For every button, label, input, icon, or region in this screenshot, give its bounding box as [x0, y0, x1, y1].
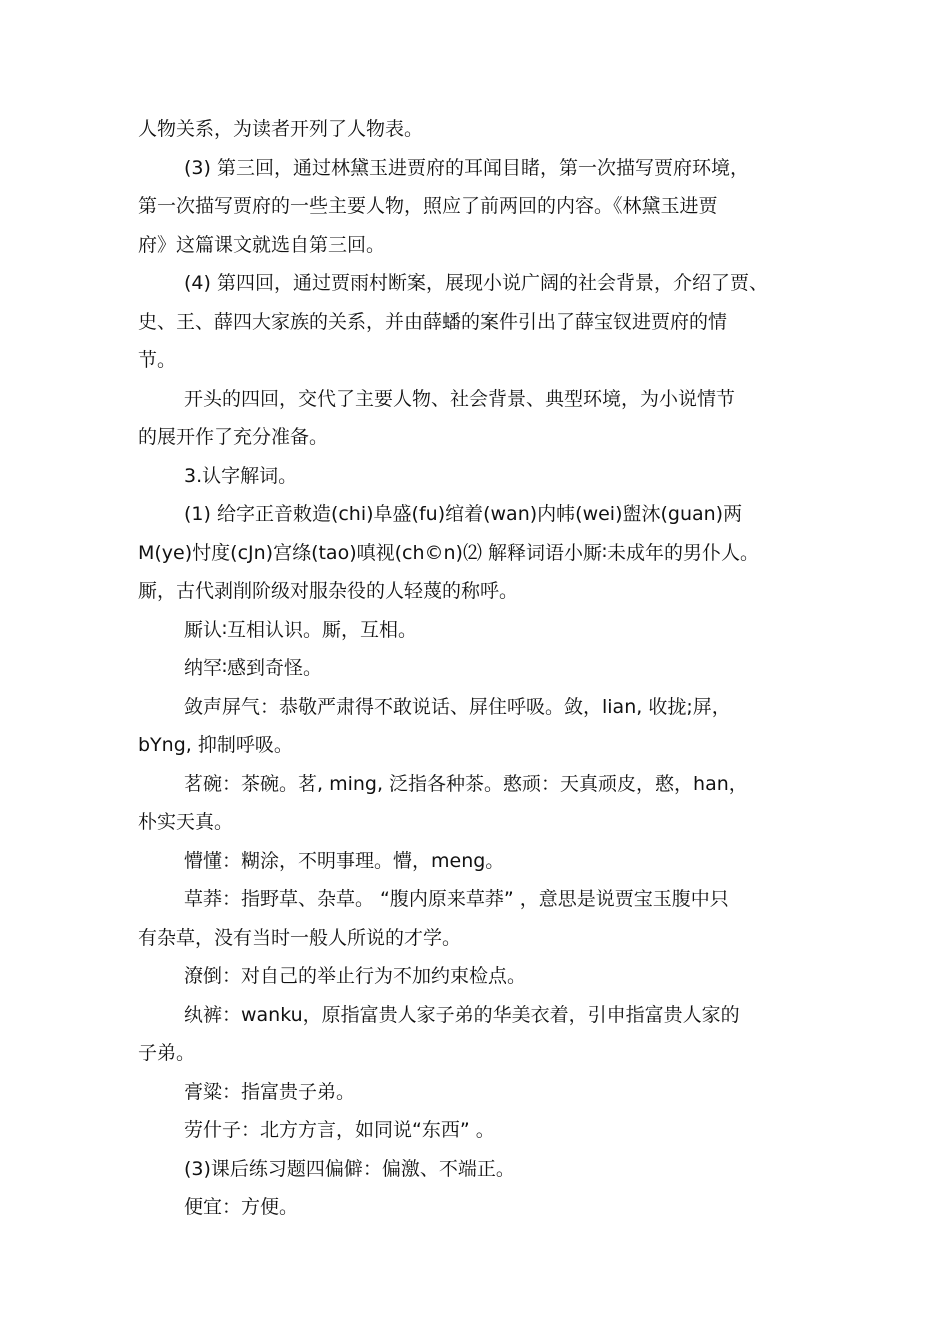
text-line: 子弟。	[138, 1042, 196, 1064]
text-line: 厮，古代剥削阶级对服杂役的人轻蔑的称呼。	[138, 580, 519, 602]
text-line: 史、王、薛四大家族的关系，并由薛蟠的案件引出了薛宝钗进贾府的情	[138, 310, 728, 333]
paragraph	[138, 649, 828, 688]
text-line: 潦倒：对自己的举止行为不加约束检点。	[184, 965, 527, 987]
text-line: (4) 第四回，通过贾雨村断案，展现小说广阔的社会背景，介绍了贾、	[184, 272, 768, 294]
paragraph	[138, 688, 828, 765]
section-heading	[138, 457, 828, 496]
document-body	[138, 110, 828, 1227]
text-line: 朴实天真。	[138, 811, 234, 833]
paragraph	[138, 611, 828, 650]
text-line: 劳什子：北方方言，如同说“东西” 。	[184, 1119, 495, 1141]
paragraph	[138, 957, 828, 996]
paragraph	[138, 996, 828, 1073]
text-line: 有杂草，没有当时一般人所说的才学。	[138, 926, 462, 949]
paragraph	[138, 842, 828, 881]
paragraph	[138, 495, 828, 611]
paragraph	[138, 380, 828, 457]
paragraph	[138, 1111, 828, 1150]
text-line: (1) 给字正音敕造(chi)阜盛(fu)绾着(wan)内帏(wei)盥沐(guan)两	[184, 503, 743, 525]
text-line: 懵懂：糊涂，不明事理。懵，meng。	[184, 849, 505, 872]
text-line: 敛声屏气：恭敬严肃得不敢说话、屏住呼吸。敛，lian, 收拢;屏，	[184, 695, 731, 718]
text-line: bYng, 抑制呼吸。	[138, 734, 293, 756]
text-line: (3) 第三回，通过林黛玉进贾府的耳闻目睹，第一次描写贾府环境，	[184, 156, 749, 179]
text-line: 3.认字解词。	[184, 464, 298, 487]
text-line: 开头的四回，交代了主要人物、社会背景、典型环境，为小说情节	[184, 387, 736, 410]
paragraph	[138, 264, 828, 380]
paragraph	[138, 149, 828, 265]
text-line: 纳罕∶感到奇怪。	[184, 657, 322, 679]
paragraph	[138, 1150, 828, 1189]
text-line: 厮认∶互相认识。厮，互相。	[184, 618, 417, 641]
text-line: 纨裤：wanku，原指富贵人家子弟的华美衣着，引申指富贵人家的	[184, 1003, 740, 1026]
paragraph	[138, 110, 828, 149]
paragraph	[138, 1188, 828, 1227]
text-line: 第一次描写贾府的一些主要人物，照应了前两回的内容。《林黛玉进贾	[138, 195, 718, 217]
text-line: 节。	[138, 349, 177, 371]
paragraph	[138, 765, 828, 842]
text-line: 的展开作了充分准备。	[138, 426, 329, 448]
text-line: 人物关系，为读者开列了人物表。	[138, 118, 424, 140]
paragraph	[138, 1073, 828, 1112]
text-line: 便宜：方便。	[184, 1196, 299, 1218]
paragraph	[138, 880, 828, 957]
text-line: (3)课后练习题四偏僻：偏激、不端正。	[184, 1157, 515, 1180]
text-line: 膏粱：指富贵子弟。	[184, 1080, 356, 1103]
text-line: M(ye)忖度(cJn)宫绦(tao)嗔视(ch©n)⑵ 解释词语小厮∶未成年的男仆人。	[138, 541, 759, 564]
text-line: 府》这篇课文就选自第三回。	[138, 233, 386, 256]
text-line: 草莽：指野草、杂草。 “腹内原来草莽” ，意思是说贾宝玉腹中只	[184, 888, 729, 910]
text-line: 茗碗：茶碗。茗, ming, 泛指各种茶。憨顽：天真顽皮，憨，han，	[184, 772, 748, 795]
